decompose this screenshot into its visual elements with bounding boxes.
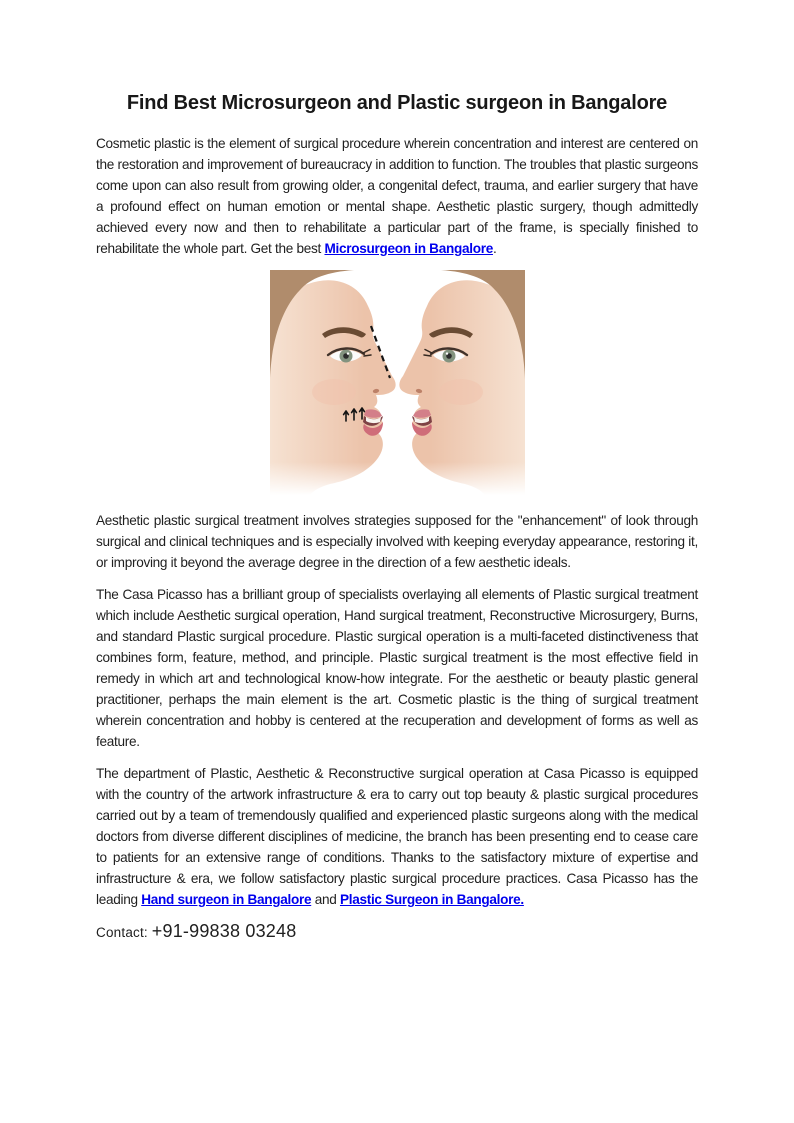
link-microsurgeon-in-bangalore[interactable]: Microsurgeon in Bangalore — [324, 241, 493, 256]
contact-label: Contact: — [96, 925, 148, 940]
left-face-profile — [270, 270, 396, 495]
paragraph-1-after: . — [492, 241, 497, 256]
paragraph-2: Aesthetic plastic surgical treatment involves strategies supposed for the "enhancement" of look through surgical and clinical techniques and is especially involved with keeping everyday appearance, restoring it, or improving it beyond the average degree in the direction of a few aesthetic ideals. — [96, 513, 698, 570]
right-face-profile — [399, 270, 525, 495]
rhinoplasty-faces-svg — [264, 270, 531, 495]
contact-line — [96, 921, 698, 942]
paragraph-3: The Casa Picasso has a brilliant group of specialists overlaying all elements of Plastic surgical treatment which include Aesthetic surgical operation, Hand surgical treatment, Reconstructive Microsurgery, Burns, and standard Plastic surgical procedure. Plastic surgical operation is a multi-faceted distinctiveness that combines form, feature, method, and principle. Plastic surgical treatment is the most effective field in remedy in which art and technological know-how integrate. For the aesthetic or beauty plastic general practitioner, perhaps the main element is the art. Cosmetic plastic is the thing of surgical treatment wherein concentration and hobby is centered at the recuperation and development of forms as well as feature. — [96, 587, 698, 749]
contact-phone-number: +91-99838 03248 — [151, 921, 297, 941]
link-plastic-surgeon-in-bangalore[interactable]: Plastic Surgeon in Bangalore. — [339, 892, 524, 907]
page-title: Find Best Microsurgeon and Plastic surgeon in Bangalore — [126, 92, 668, 114]
paragraph-4-mid: and — [311, 892, 340, 907]
rhinoplasty-faces-illustration — [264, 270, 531, 500]
link-hand-surgeon-in-bangalore[interactable]: Hand surgeon in Bangalore — [141, 892, 312, 907]
paragraph-4 — [96, 763, 698, 910]
paragraph-1-text: Cosmetic plastic is the element of surgical procedure wherein concentration and interest are centered on the restoration and improvement of bureaucracy in addition to function. The troubles that plastic surgeons come upon can also result from growing older, a congenital defect, trauma, and earlier surgery that have a profound effect on human emotion or mental shape. Aesthetic plastic surgery, though admittedly achieved every now and then to rehabilitate a particular part of the frame, is specially finished to rehabilitate the whole part. Get the best — [96, 136, 698, 256]
paragraph-4-text: The department of Plastic, Aesthetic & Reconstructive surgical operation at Casa Picasso is equipped with the country of the artwork infrastructure & era to carry out top beauty & plastic surgical procedures carried out by a team of tremendously qualified and experienced plastic surgeons along with the medical doctors from diverse different disciplines of medicine, the branch has been presenting end to cease care to patients for an extensive range of conditions. Thanks to the satisfactory mixture of expertise and infrastructure & era, we follow satisfactory plastic surgical procedure practices. Casa Picasso has the leading — [96, 766, 698, 907]
paragraph-1 — [96, 133, 698, 259]
